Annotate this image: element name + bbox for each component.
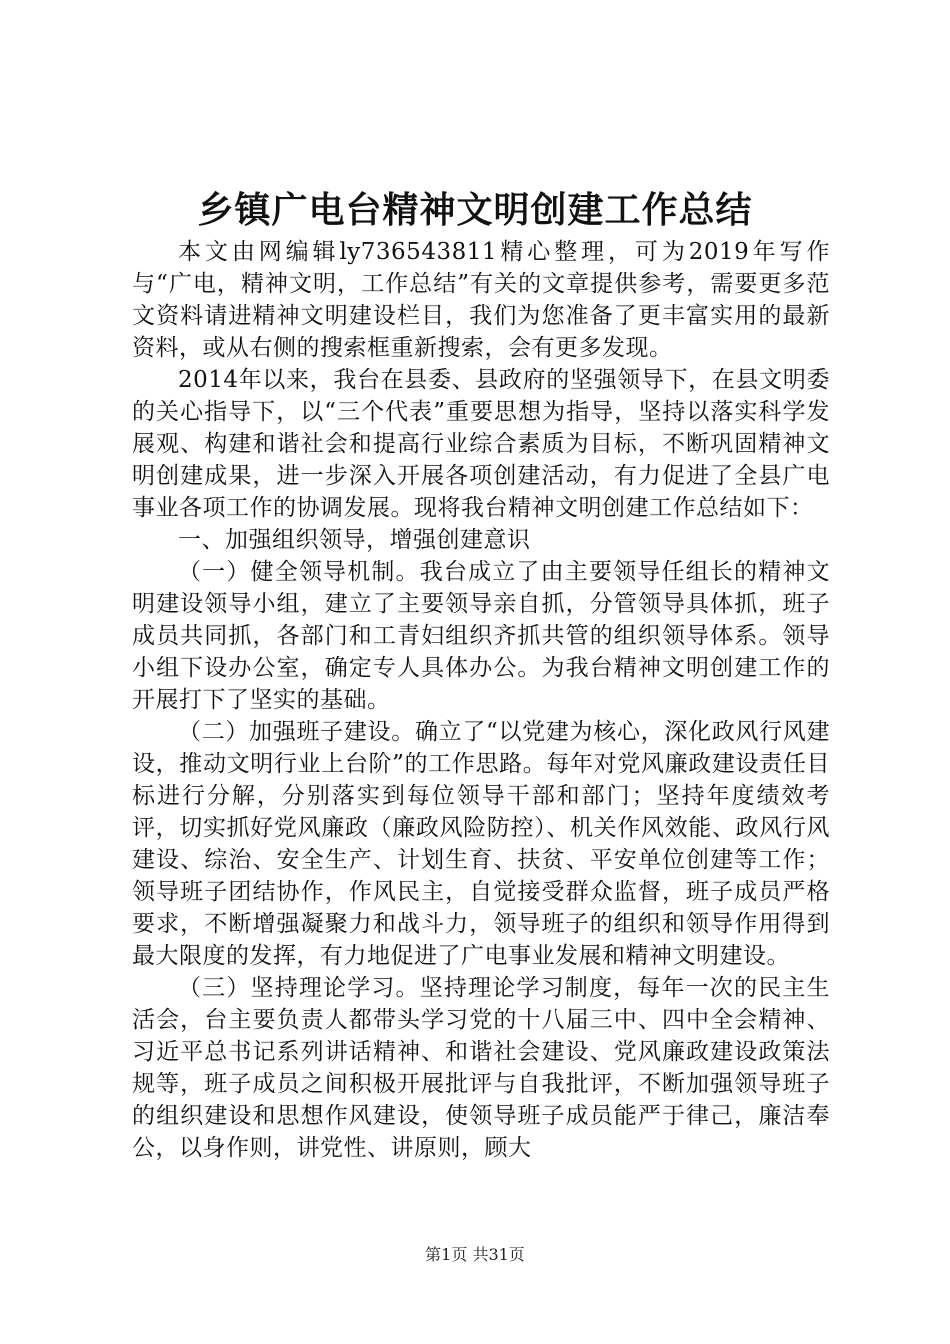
overview-paragraph: 2014年以来，我台在县委、县政府的坚强领导下，在县文明委的关心指导下，以“三个代表”重要思想为指导，坚持以落实科学发展观、构建和谐社会和提高行业综合素质为目标，不断巩固精神文明创建成果，进一步深入开展各项创建活动，有力促进了全县广电事业各项工作的协调发展。现将我台精神文明创建工作总结如下： xyxy=(132,367,830,521)
document-body xyxy=(132,236,830,1164)
page-number-footer: 第1页 共31页 xyxy=(425,1245,525,1264)
subsection-paragraph-2: （二）加强班子建设。确立了“以党建为核心，深化政风行风建设，推动文明行业上台阶”的工作思路。每年对党风廉政建设责任目标进行分解，分别落实到每位领导干部和部门；坚持年度绩效考评，切实抓好党风廉政（廉政风险防控）、机关作风效能、政风行风建设、综治、安全生产、计划生育、扶贫、平安单位创建等工作；领导班子团结协作，作风民主，自觉接受群众监督，班子成员严格要求，不断增强凝聚力和战斗力，领导班子的组织和领导作用得到最大限度的发挥，有力地促进了广电事业发展和精神文明建设。 xyxy=(132,719,830,969)
subsection-paragraph-3: （三）坚持理论学习。坚持理论学习制度，每年一次的民主生活会，台主要负责人都带头学习党的十八届三中、四中全会精神、习近平总书记系列讲话精神、和谐社会建设、党风廉政建设政策法规等，班子成员之间积极开展批评与自我批评，不断加强领导班子的组织建设和思想作风建设，使领导班子成员能严于律己，廉洁奉公，以身作则，讲党性、讲原则，顾大 xyxy=(132,975,830,1161)
subsection-paragraph-1: （一）健全领导机制。我台成立了由主要领导任组长的精神文明建设领导小组，建立了主要领导亲自抓，分管领导具体抓，班子成员共同抓，各部门和工青妇组织齐抓共管的组织领导体系。领导小组下设办公室，确定专人具体办公。为我台精神文明创建工作的开展打下了坚实的基础。 xyxy=(132,559,830,713)
section-heading: 一、加强组织领导，增强创建意识 xyxy=(178,527,531,553)
intro-paragraph: 本文由网编辑ly736543811精心整理，可为2019年写作与“广电，精神文明，工作总结”有关的文章提供参考，需要更多范文资料请进精神文明建设栏目，我们为您准备了更丰富实用的最新资料，或从右侧的搜索框重新搜索，会有更多发现。 xyxy=(132,239,830,361)
document-title: 乡镇广电台精神文明创建工作总结 xyxy=(197,189,753,231)
